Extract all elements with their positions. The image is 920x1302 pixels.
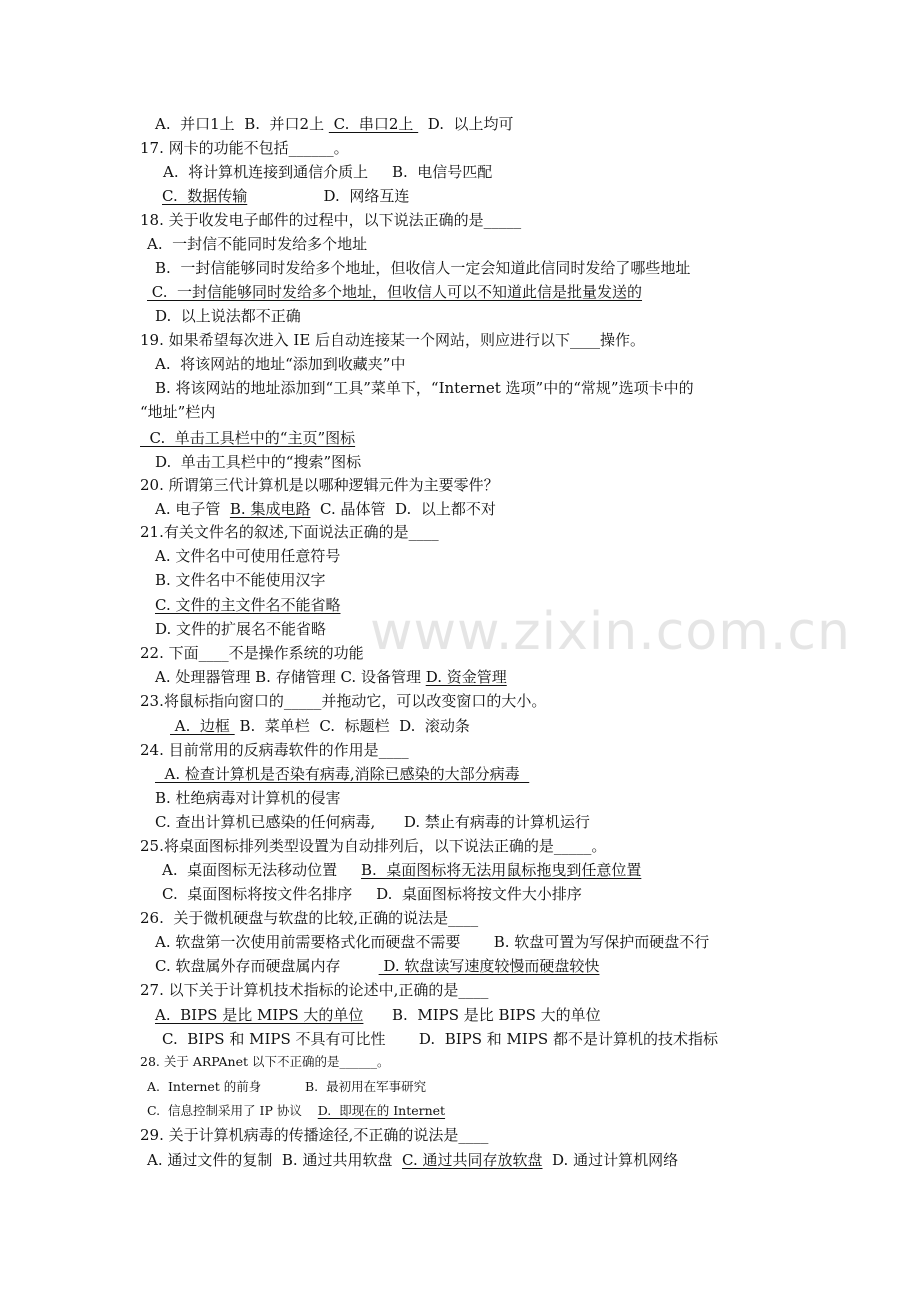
answer-text: C. 数据传输 — [162, 187, 248, 205]
line-text: 22. 下面____不是操作系统的功能 — [140, 644, 364, 662]
question-line — [155, 306, 301, 326]
line-text: B. 一封信能够同时发给多个地址，但收信人一定会知道此信同时发给了哪些地址 — [155, 259, 691, 277]
line-text: D. 以上均可 — [418, 115, 514, 133]
question-line — [140, 522, 439, 542]
question-line — [140, 330, 645, 350]
question-line — [140, 475, 499, 495]
line-text: C. 桌面图标将按文件名排序 D. 桌面图标将按文件大小排序 — [162, 885, 582, 903]
question-line — [140, 428, 355, 448]
answer-text: D. 资金管理 — [425, 668, 507, 686]
line-text: 17. 网卡的功能不包括______。 — [140, 139, 349, 157]
answer-text: B. 桌面图标将无法用鼠标拖曳到任意位置 — [360, 861, 642, 879]
question-line — [140, 1052, 390, 1072]
question-line — [155, 619, 326, 639]
line-text: A. 将计算机连接到通信介质上 B. 电信号匹配 — [163, 163, 493, 181]
question-line — [155, 764, 529, 784]
answer-text: B. 集成电路 — [229, 500, 311, 518]
question-line — [155, 812, 590, 832]
answer-text: A. BIPS 是比 MIPS 大的单位 — [155, 1006, 364, 1024]
line-text: A. 电子管 — [155, 500, 230, 518]
question-line — [162, 884, 582, 904]
line-text: B. MIPS 是比 BIPS 大的单位 — [363, 1006, 601, 1024]
question-line — [155, 667, 507, 687]
question-line — [155, 932, 709, 952]
question-line — [140, 1125, 488, 1145]
question-line — [147, 1150, 678, 1170]
question-line — [155, 354, 405, 374]
question-line — [155, 546, 340, 566]
question-line — [155, 258, 690, 278]
line-text: 27. 以下关于计算机技术指标的论述中,正确的是____ — [140, 981, 489, 999]
question-line — [170, 716, 470, 736]
line-text: B. 菜单栏 C. 标题栏 D. 滚动条 — [234, 717, 470, 735]
line-text: D. 通过计算机网络 — [542, 1151, 679, 1169]
line-text: B. 杜绝病毒对计算机的侵害 — [155, 789, 341, 807]
line-text: A. 一封信不能同时发给多个地址 — [147, 235, 368, 253]
question-line — [155, 1005, 601, 1025]
line-text: C. BIPS 和 MIPS 不具有可比性 D. BIPS 和 MIPS 都不是计算机的技术指标 — [162, 1030, 718, 1048]
line-text: B. 将该网站的地址添加到“工具”菜单下，“Internet 选项”中的“常规”选项卡中的 — [155, 379, 694, 397]
question-line — [155, 114, 514, 134]
line-text: A. 文件名中可使用任意符号 — [155, 547, 341, 565]
question-line — [140, 908, 478, 928]
question-line — [147, 282, 642, 302]
line-text: 20. 所谓第三代计算机是以哪种逻辑元件为主要零件？ — [140, 476, 499, 494]
question-line — [147, 1077, 426, 1097]
question-line — [162, 1029, 718, 1049]
question-line — [155, 378, 694, 398]
question-line — [140, 980, 488, 1000]
line-text: 21.有关文件名的叙述,下面说法正确的是____ — [140, 523, 439, 541]
question-line — [140, 740, 409, 760]
question-line — [147, 1101, 445, 1121]
question-line — [140, 691, 546, 711]
question-line — [140, 836, 606, 856]
answer-text: A. 检查计算机是否染有病毒,消除已感染的大部分病毒 — [155, 765, 530, 783]
answer-text: D. 即现在的 Internet — [317, 1103, 446, 1118]
line-text: A. 软盘第一次使用前需要格式化而硬盘不需要 B. 软盘可置为写保护而硬盘不行 — [155, 933, 710, 951]
question-line — [140, 402, 215, 422]
line-text: A. Internet 的前身 B. 最初用在军事研究 — [147, 1079, 427, 1094]
question-line — [155, 595, 340, 615]
line-text: “地址”栏内 — [140, 403, 216, 421]
line-text: A. 通过文件的复制 B. 通过共用软盘 — [147, 1151, 403, 1169]
line-text: 26. 关于微机硬盘与软盘的比较,正确的说法是____ — [140, 909, 479, 927]
question-line — [155, 788, 341, 808]
question-line — [162, 860, 641, 880]
line-text: B. 文件名中不能使用汉字 — [155, 571, 326, 589]
answer-text: C. 文件的主文件名不能省略 — [155, 596, 341, 614]
answer-text: D. 软盘读写速度较慢而硬盘较快 — [378, 957, 600, 975]
answer-text: C. 单击工具栏中的“主页”图标 — [140, 429, 356, 447]
question-line — [163, 162, 492, 182]
line-text: A. 处理器管理 B. 存储管理 C. 设备管理 — [155, 668, 426, 686]
question-line — [140, 643, 364, 663]
line-text: D. 网络互连 — [247, 187, 410, 205]
line-text: 28. 关于 ARPAnet 以下不正确的是______。 — [140, 1054, 390, 1069]
question-line — [155, 499, 496, 519]
line-text: 23.将鼠标指向窗口的_____并拖动它，可以改变窗口的大小。 — [140, 692, 547, 710]
line-text: A. 将该网站的地址“添加到收藏夹”中 — [155, 355, 406, 373]
answer-text: C. 一封信能够同时发给多个地址，但收信人可以不知道此信是批量发送的 — [147, 283, 643, 301]
line-text: A. 桌面图标无法移动位置 — [162, 861, 361, 879]
line-text: C. 查出计算机已感染的任何病毒, D. 禁止有病毒的计算机运行 — [155, 813, 590, 831]
line-text: C. 晶体管 D. 以上都不对 — [310, 500, 496, 518]
line-text: 24. 目前常用的反病毒软件的作用是____ — [140, 741, 409, 759]
line-text: 25.将桌面图标排列类型设置为自动排列后，以下说法正确的是_____。 — [140, 837, 607, 855]
answer-text: A. 边框 — [170, 717, 235, 735]
question-line — [162, 186, 409, 206]
question-line — [155, 570, 326, 590]
line-text: D. 文件的扩展名不能省略 — [155, 620, 327, 638]
question-line — [140, 138, 349, 158]
question-line — [140, 210, 521, 230]
watermark: www.zixin.com.cn — [370, 602, 851, 662]
line-text: 19. 如果希望每次进入 IE 后自动连接某一个网站，则应进行以下____操作。 — [140, 331, 646, 349]
line-text: D. 以上说法都不正确 — [155, 307, 301, 325]
line-text: 18. 关于收发电子邮件的过程中，以下说法正确的是_____ — [140, 211, 522, 229]
line-text: C. 信息控制采用了 IP 协议 — [147, 1103, 318, 1118]
question-line — [155, 452, 361, 472]
line-text: 29. 关于计算机病毒的传播途径,不正确的说法是____ — [140, 1126, 489, 1144]
answer-text: C. 通过共同存放软盘 — [402, 1151, 543, 1169]
question-line — [147, 234, 367, 254]
line-text: D. 单击工具栏中的“搜索”图标 — [155, 453, 362, 471]
question-line — [155, 956, 599, 976]
line-text: C. 软盘属外存而硬盘属内存 — [155, 957, 379, 975]
answer-text: C. 串口2上 — [328, 115, 419, 133]
line-text: A. 并口1上 B. 并口2上 — [155, 115, 329, 133]
